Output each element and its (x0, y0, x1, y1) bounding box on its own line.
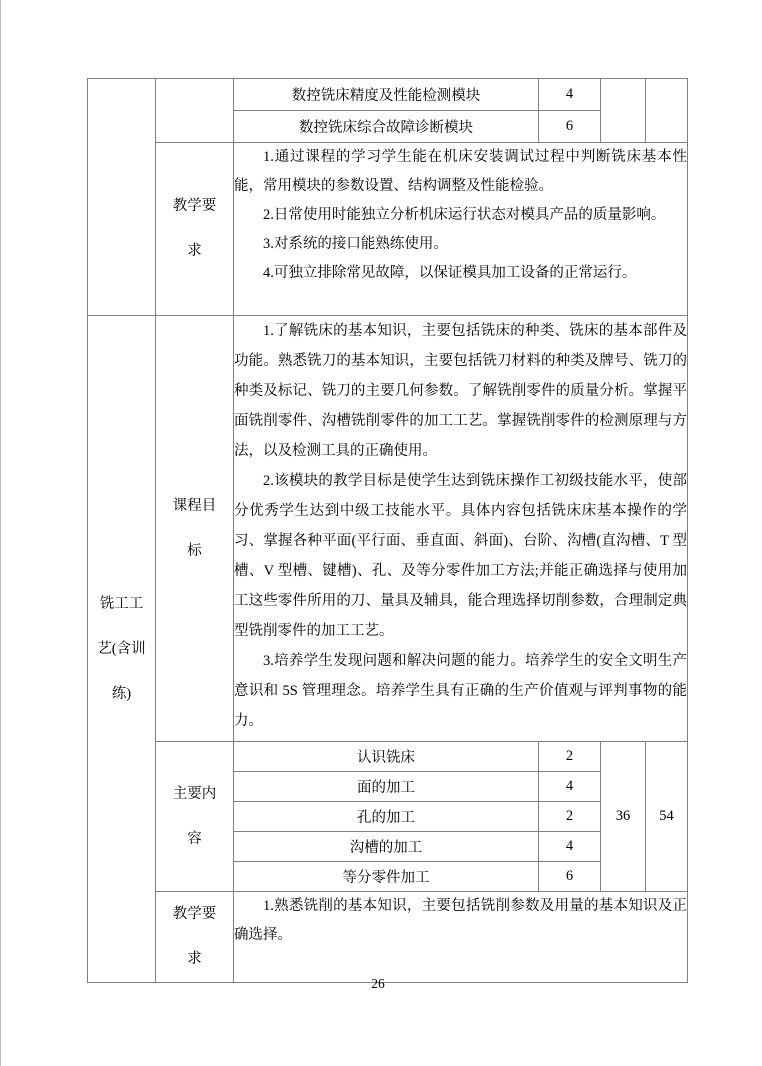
content-hours: 2 (539, 802, 601, 832)
content-hours: 2 (539, 742, 601, 772)
table-row (88, 892, 688, 983)
main-content-label-cell (156, 742, 234, 892)
requirement-item: 1.熟悉铣削的基本知识，主要包括铣削参数及用量的基本知识及正确选择。 (234, 898, 687, 943)
requirement-item: 1.通过课程的学习学生能在机床安装调试过程中判断铣床基本性能，常用模块的参数设置、结构调整及性能检验。 (234, 149, 687, 194)
course-objectives-content (234, 316, 688, 742)
course-name-cell-empty (88, 79, 156, 316)
teaching-requirements-label: 教学要求 (172, 198, 217, 259)
content-topic: 等分零件加工 (234, 862, 539, 892)
page-number: 26 (371, 976, 385, 991)
content-topic: 孔的加工 (234, 802, 539, 832)
requirement-item: 3.对系统的接口能熟练使用。 (263, 236, 448, 252)
teaching-requirements-label-2: 教学要求 (172, 906, 217, 967)
content-topic: 认识铣床 (234, 742, 539, 772)
requirement-item: 2.日常使用时能独立分析机床运行状态对模具产品的质量影响。 (263, 207, 666, 223)
objective-item: 3.培养学生发现问题和解决问题的能力。培养学生的安全文明生产意识和 5S 管理理念。培养学生具有正确的生产价值观与评判事物的能力。 (234, 653, 687, 729)
total-hours-cell-empty-2 (646, 79, 688, 143)
row-label-cell-empty (156, 79, 234, 143)
objective-item: 1.了解铣床的基本知识，主要包括铣床的种类、铣床的基本部件及功能。熟悉铣刀的基本知识，主要包括铣刀材料的种类及牌号、铣刀的种类及标记、铣刀的主要几何参数。了解铣削零件的质量分析。掌握平面铣削零件、沟槽铣削零件的加工工艺。掌握铣削零件的检测原理与方法，以及检测工具的正确使用。 (234, 323, 687, 459)
table-row (88, 79, 688, 111)
requirement-item: 4.可独立排除常见故障，以保证模具加工设备的正常运行。 (263, 265, 637, 281)
teaching-requirements-content (234, 143, 688, 316)
objective-item: 2.该模块的教学目标是使学生达到铣床操作工初级技能水平，使部分优秀学生达到中级工技能水平。具体内容包括铣床床基本操作的学习、掌握各种平面(平行面、垂直面、斜面)、台阶、沟槽(直沟槽、T 型槽、V 型槽、键槽)、孔、及等分零件加工方法;并能正确选择与使用加工这些零件所用的刀、量具及辅具，能合理选择切削参数，合理制定典型铣削零件的加工工艺。 (234, 473, 687, 639)
teaching-requirements-label-cell (156, 143, 234, 316)
page-left-edge-line (0, 0, 1, 1066)
table-row (88, 316, 688, 742)
table-row (88, 143, 688, 316)
teaching-requirements-content-2 (234, 892, 688, 983)
module-name: 数控铣床精度及性能检测模块 (234, 79, 539, 111)
content-hours: 6 (539, 862, 601, 892)
total-hours-2: 54 (646, 742, 688, 892)
content-topic: 面的加工 (234, 772, 539, 802)
content-hours: 4 (539, 832, 601, 862)
total-hours-cell-empty (601, 79, 646, 143)
module-hours: 4 (539, 79, 601, 111)
content-hours: 4 (539, 772, 601, 802)
course-name: 铣工工艺(含训练) (97, 595, 146, 702)
course-objectives-label: 课程目标 (172, 497, 217, 559)
course-objectives-label-cell (156, 316, 234, 742)
module-name: 数控铣床综合故障诊断模块 (234, 111, 539, 143)
main-content-label: 主要内容 (172, 785, 217, 847)
course-name-cell (88, 316, 156, 983)
content-topic: 沟槽的加工 (234, 832, 539, 862)
table-row (88, 742, 688, 772)
total-hours: 36 (601, 742, 646, 892)
course-syllabus-table (87, 78, 688, 983)
teaching-requirements-label-cell-2 (156, 892, 234, 983)
module-hours: 6 (539, 111, 601, 143)
